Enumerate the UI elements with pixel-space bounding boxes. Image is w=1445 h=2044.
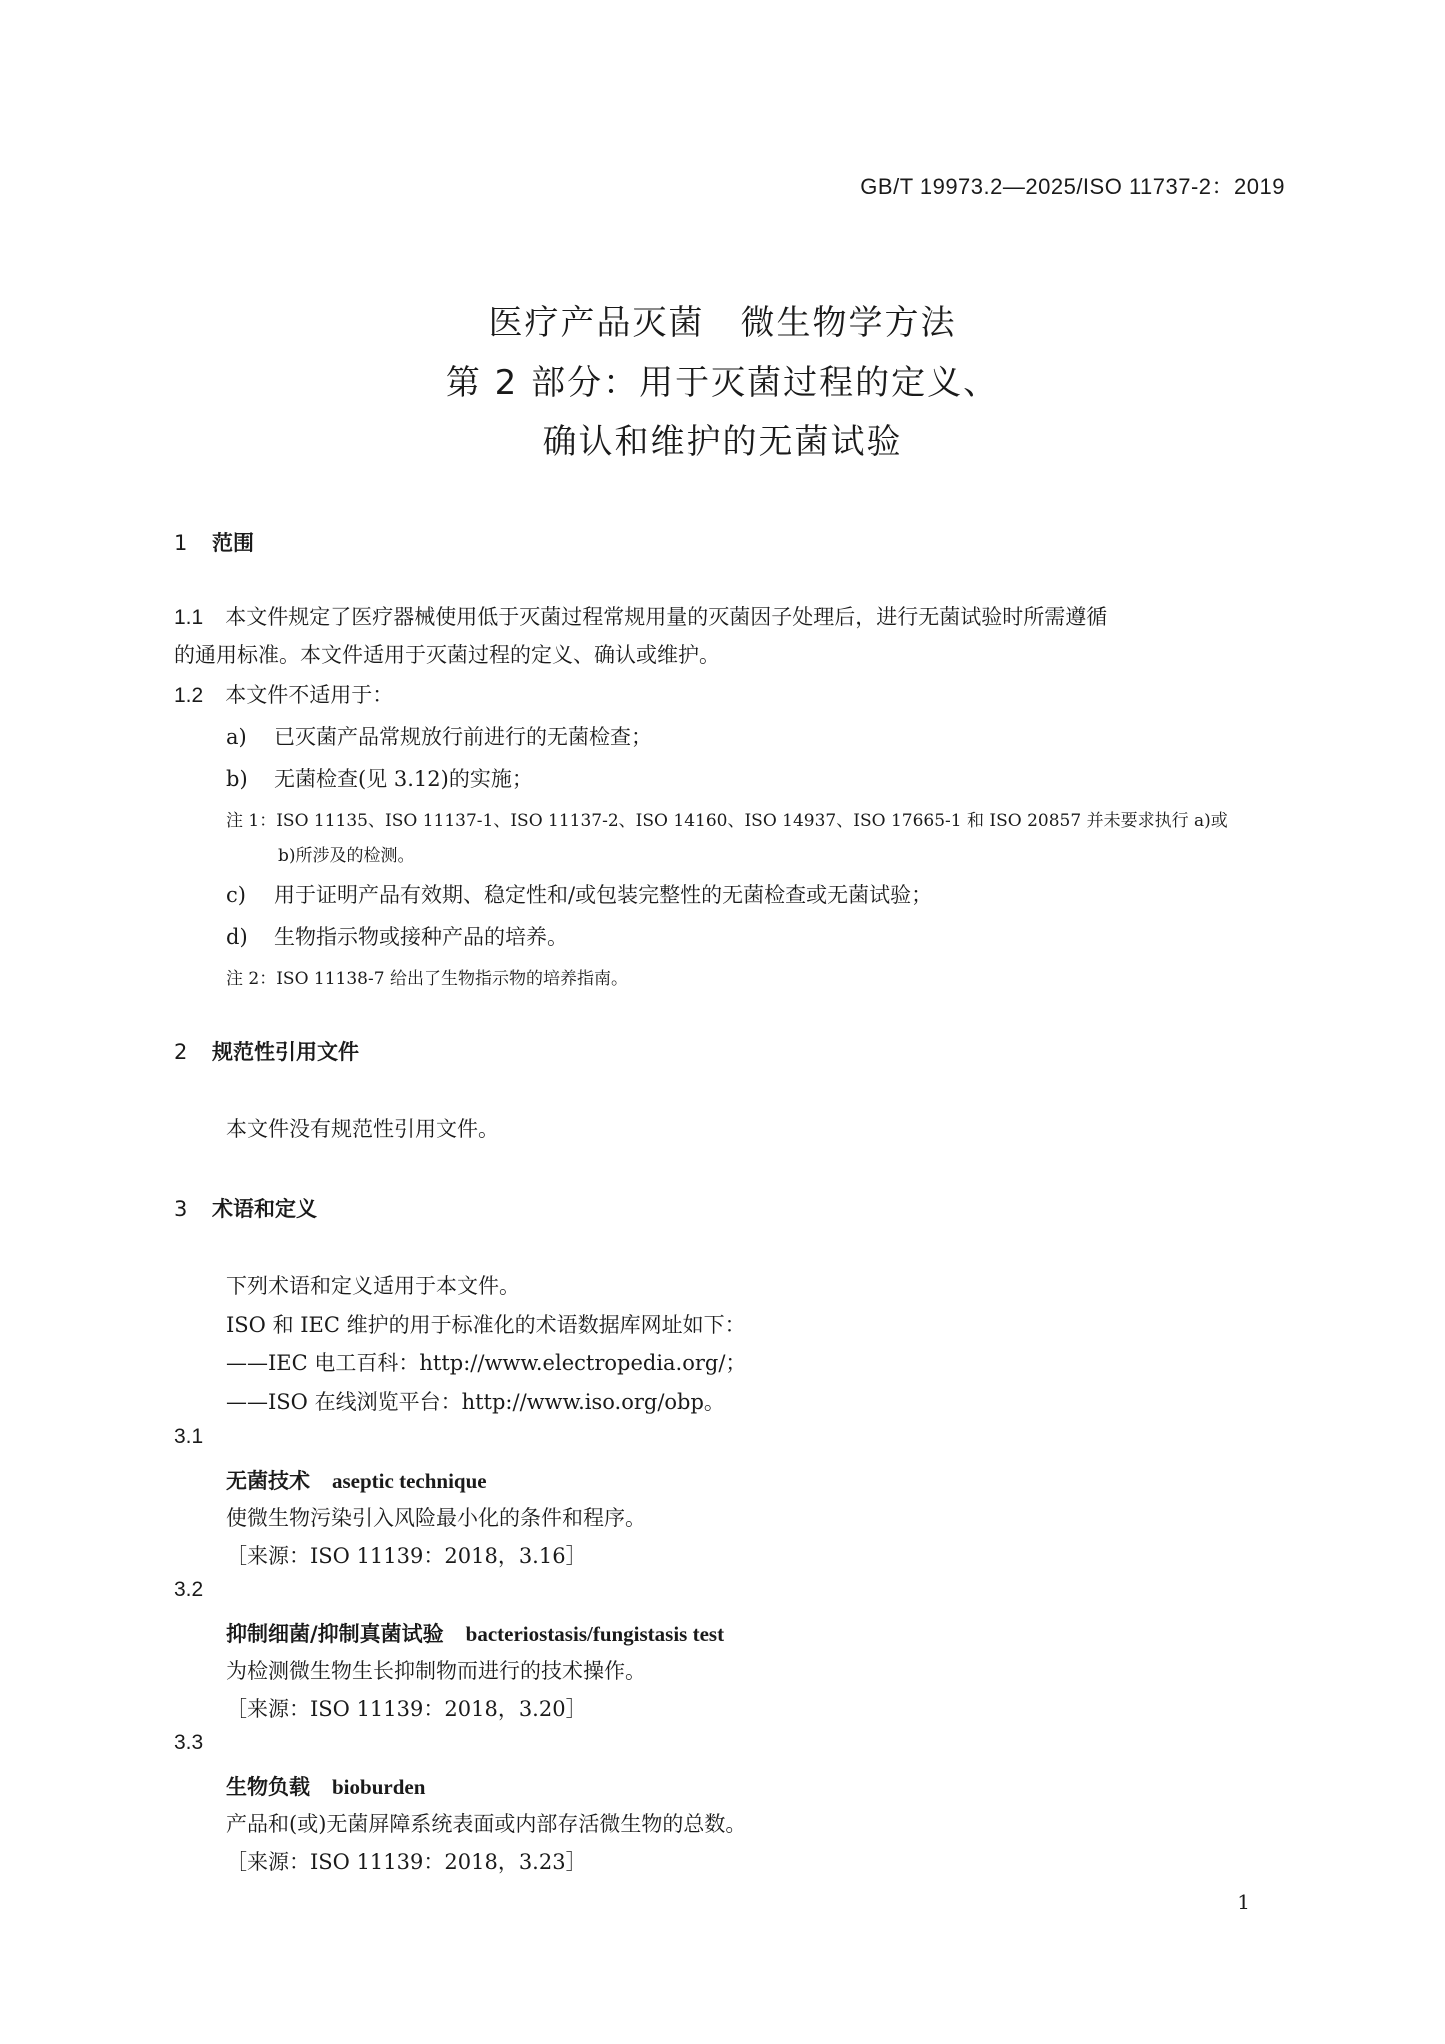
list-text: 生物指示物或接种产品的培养。 bbox=[274, 925, 568, 949]
clause-number: 1.2 bbox=[174, 684, 204, 707]
electropedia-link[interactable]: ——IEC 电工百科：http://www.electropedia.org/； bbox=[226, 1351, 747, 1375]
clause-number: 1.1 bbox=[174, 606, 204, 629]
term-number: 3.2 bbox=[174, 1578, 204, 1601]
section-title: 范围 bbox=[212, 531, 254, 555]
section-title: 术语和定义 bbox=[212, 1197, 317, 1221]
term-en: bacteriostasis/fungistasis test bbox=[465, 1622, 725, 1646]
list-text: 已灭菌产品常规放行前进行的无菌检查； bbox=[274, 725, 652, 749]
clause-1-2 bbox=[174, 679, 393, 709]
title-line-1: 医疗产品灭菌 微生物学方法 bbox=[488, 303, 957, 343]
section-2-heading bbox=[174, 1036, 359, 1066]
term-source: ［来源：ISO 11139：2018，3.23］ bbox=[226, 1850, 587, 1874]
term-en: aseptic technique bbox=[332, 1469, 487, 1493]
note-2: 注 2：ISO 11138-7 给出了生物指示物的培养指南。 bbox=[226, 969, 628, 989]
term-source: ［来源：ISO 11139：2018，3.20］ bbox=[226, 1697, 587, 1721]
term-title bbox=[226, 1771, 425, 1801]
note-1: 注 1：ISO 11135、ISO 11137-1、ISO 11137-2、ISO 14160、ISO 14937、ISO 17665-1 和 ISO 20857 并未要求执行 a)或 bbox=[226, 811, 1228, 831]
term-definition: 使微生物污染引入风险最小化的条件和程序。 bbox=[226, 1506, 646, 1530]
section-1-heading bbox=[174, 527, 254, 557]
clause-text: 本文件规定了医疗器械使用低于灭菌过程常规用量的灭菌因子处理后，进行无菌试验时所需遵循 bbox=[225, 605, 1108, 629]
section-3-heading bbox=[174, 1193, 317, 1223]
section-number: 1 bbox=[174, 531, 188, 555]
title-line-2: 第 2 部分：用于灭菌过程的定义、 bbox=[445, 363, 1000, 403]
term-zh: 抑制细菌/抑制真菌试验 bbox=[226, 1622, 444, 1646]
list-item-b bbox=[226, 763, 533, 793]
clause-1-1-continued: 的通用标准。本文件适用于灭菌过程的定义、确认或维护。 bbox=[174, 643, 720, 667]
iso-obp-link[interactable]: ——ISO 在线浏览平台：http://www.iso.org/obp。 bbox=[226, 1390, 725, 1414]
term-definition: 为检测微生物生长抑制物而进行的技术操作。 bbox=[226, 1659, 646, 1683]
section-title: 规范性引用文件 bbox=[212, 1040, 359, 1064]
list-item-d bbox=[226, 921, 568, 951]
section-number: 3 bbox=[174, 1197, 188, 1221]
term-zh: 无菌技术 bbox=[226, 1469, 310, 1493]
term-title bbox=[226, 1465, 487, 1495]
list-text: 无菌检查(见 3.12)的实施； bbox=[274, 767, 533, 791]
list-label: c) bbox=[226, 883, 246, 907]
term-definition: 产品和(或)无菌屏障系统表面或内部存活微生物的总数。 bbox=[226, 1812, 747, 1836]
term-number: 3.1 bbox=[174, 1425, 204, 1448]
section-3-intro-1: 下列术语和定义适用于本文件。 bbox=[226, 1274, 520, 1298]
page-number: 1 bbox=[1237, 1890, 1250, 1914]
list-label: a) bbox=[226, 725, 247, 749]
clause-1-1 bbox=[174, 601, 1107, 631]
list-label: b) bbox=[226, 767, 248, 791]
clause-text: 本文件不适用于： bbox=[225, 683, 394, 707]
section-2-text: 本文件没有规范性引用文件。 bbox=[226, 1117, 499, 1141]
list-label: d) bbox=[226, 925, 248, 949]
note-1-continued: b)所涉及的检测。 bbox=[278, 846, 415, 866]
title-line-3: 确认和维护的无菌试验 bbox=[542, 422, 903, 462]
section-3-intro-2: ISO 和 IEC 维护的用于标准化的术语数据库网址如下： bbox=[226, 1313, 746, 1337]
list-item-a bbox=[226, 721, 652, 751]
list-item-c bbox=[226, 879, 932, 909]
section-number: 2 bbox=[174, 1040, 188, 1064]
term-title bbox=[226, 1618, 724, 1648]
term-number: 3.3 bbox=[174, 1731, 204, 1754]
document-code: GB/T 19973.2—2025/ISO 11737-2：2019 bbox=[860, 174, 1285, 199]
term-zh: 生物负载 bbox=[226, 1775, 310, 1799]
term-source: ［来源：ISO 11139：2018，3.16］ bbox=[226, 1544, 587, 1568]
term-en: bioburden bbox=[332, 1775, 426, 1799]
list-text: 用于证明产品有效期、稳定性和/或包装完整性的无菌检查或无菌试验； bbox=[274, 883, 933, 907]
